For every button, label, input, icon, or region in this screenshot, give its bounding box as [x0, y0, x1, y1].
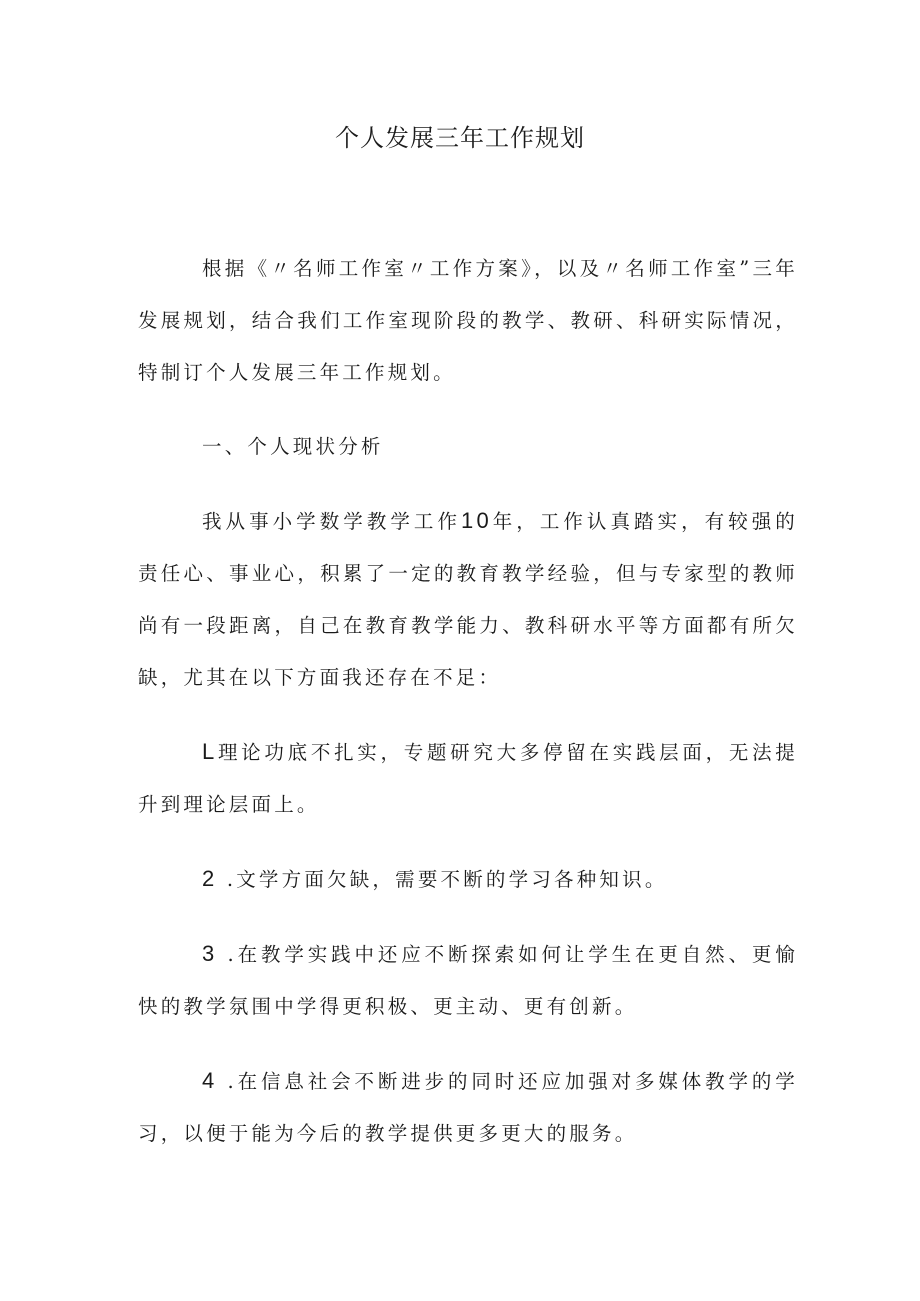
- status-paragraph: [138, 495, 798, 704]
- status-text-end: 年，工作认真踏实，有较强的责任心、事业心，积累了一定的教育教学经验，但与专家型的教师尚有一段距离，自己在教育教学能力、教科研水平等方面都有所欠缺，尤其在以下方面我还存在不足：: [138, 510, 798, 689]
- document-body: [138, 243, 798, 1160]
- list-item-3: [138, 928, 798, 1033]
- list-item-number: 4: [202, 1068, 218, 1093]
- list-item-text: .在教学实践中还应不断探索如何让学生在更自然、更愉快的教学氛围中学得更积极、更主动、更有创新。: [138, 943, 798, 1018]
- list-item-number: L: [202, 739, 218, 764]
- list-item-text: .在信息社会不断进步的同时还应加强对多媒体教学的学习，以便于能为今后的教学提供更多更大的服务。: [138, 1070, 798, 1145]
- list-item-1: [138, 726, 798, 831]
- intro-paragraph: 根据《〃名师工作室〃工作方案》，以及〃名师工作室”三年发展规划，结合我们工作室现阶段的教学、教研、科研实际情况，特制订个人发展三年工作规划。: [138, 257, 798, 384]
- list-item-number: 3: [202, 941, 218, 966]
- page-title: 个人发展三年工作规划: [335, 124, 585, 152]
- years-number: 10: [461, 508, 492, 533]
- list-item-text: 理论功底不扎实，专题研究大多停留在实践层面，无法提升到理论层面上。: [138, 741, 798, 816]
- list-item-2: [138, 853, 798, 906]
- list-item-text: .文学方面欠缺，需要不断的学习各种知识。: [217, 868, 668, 891]
- list-item-number: 2: [202, 866, 218, 891]
- list-item-4: [138, 1055, 798, 1160]
- status-text-start: 我从事小学数学教学工作: [202, 510, 462, 533]
- section-heading: 一、个人现状分析: [202, 435, 384, 458]
